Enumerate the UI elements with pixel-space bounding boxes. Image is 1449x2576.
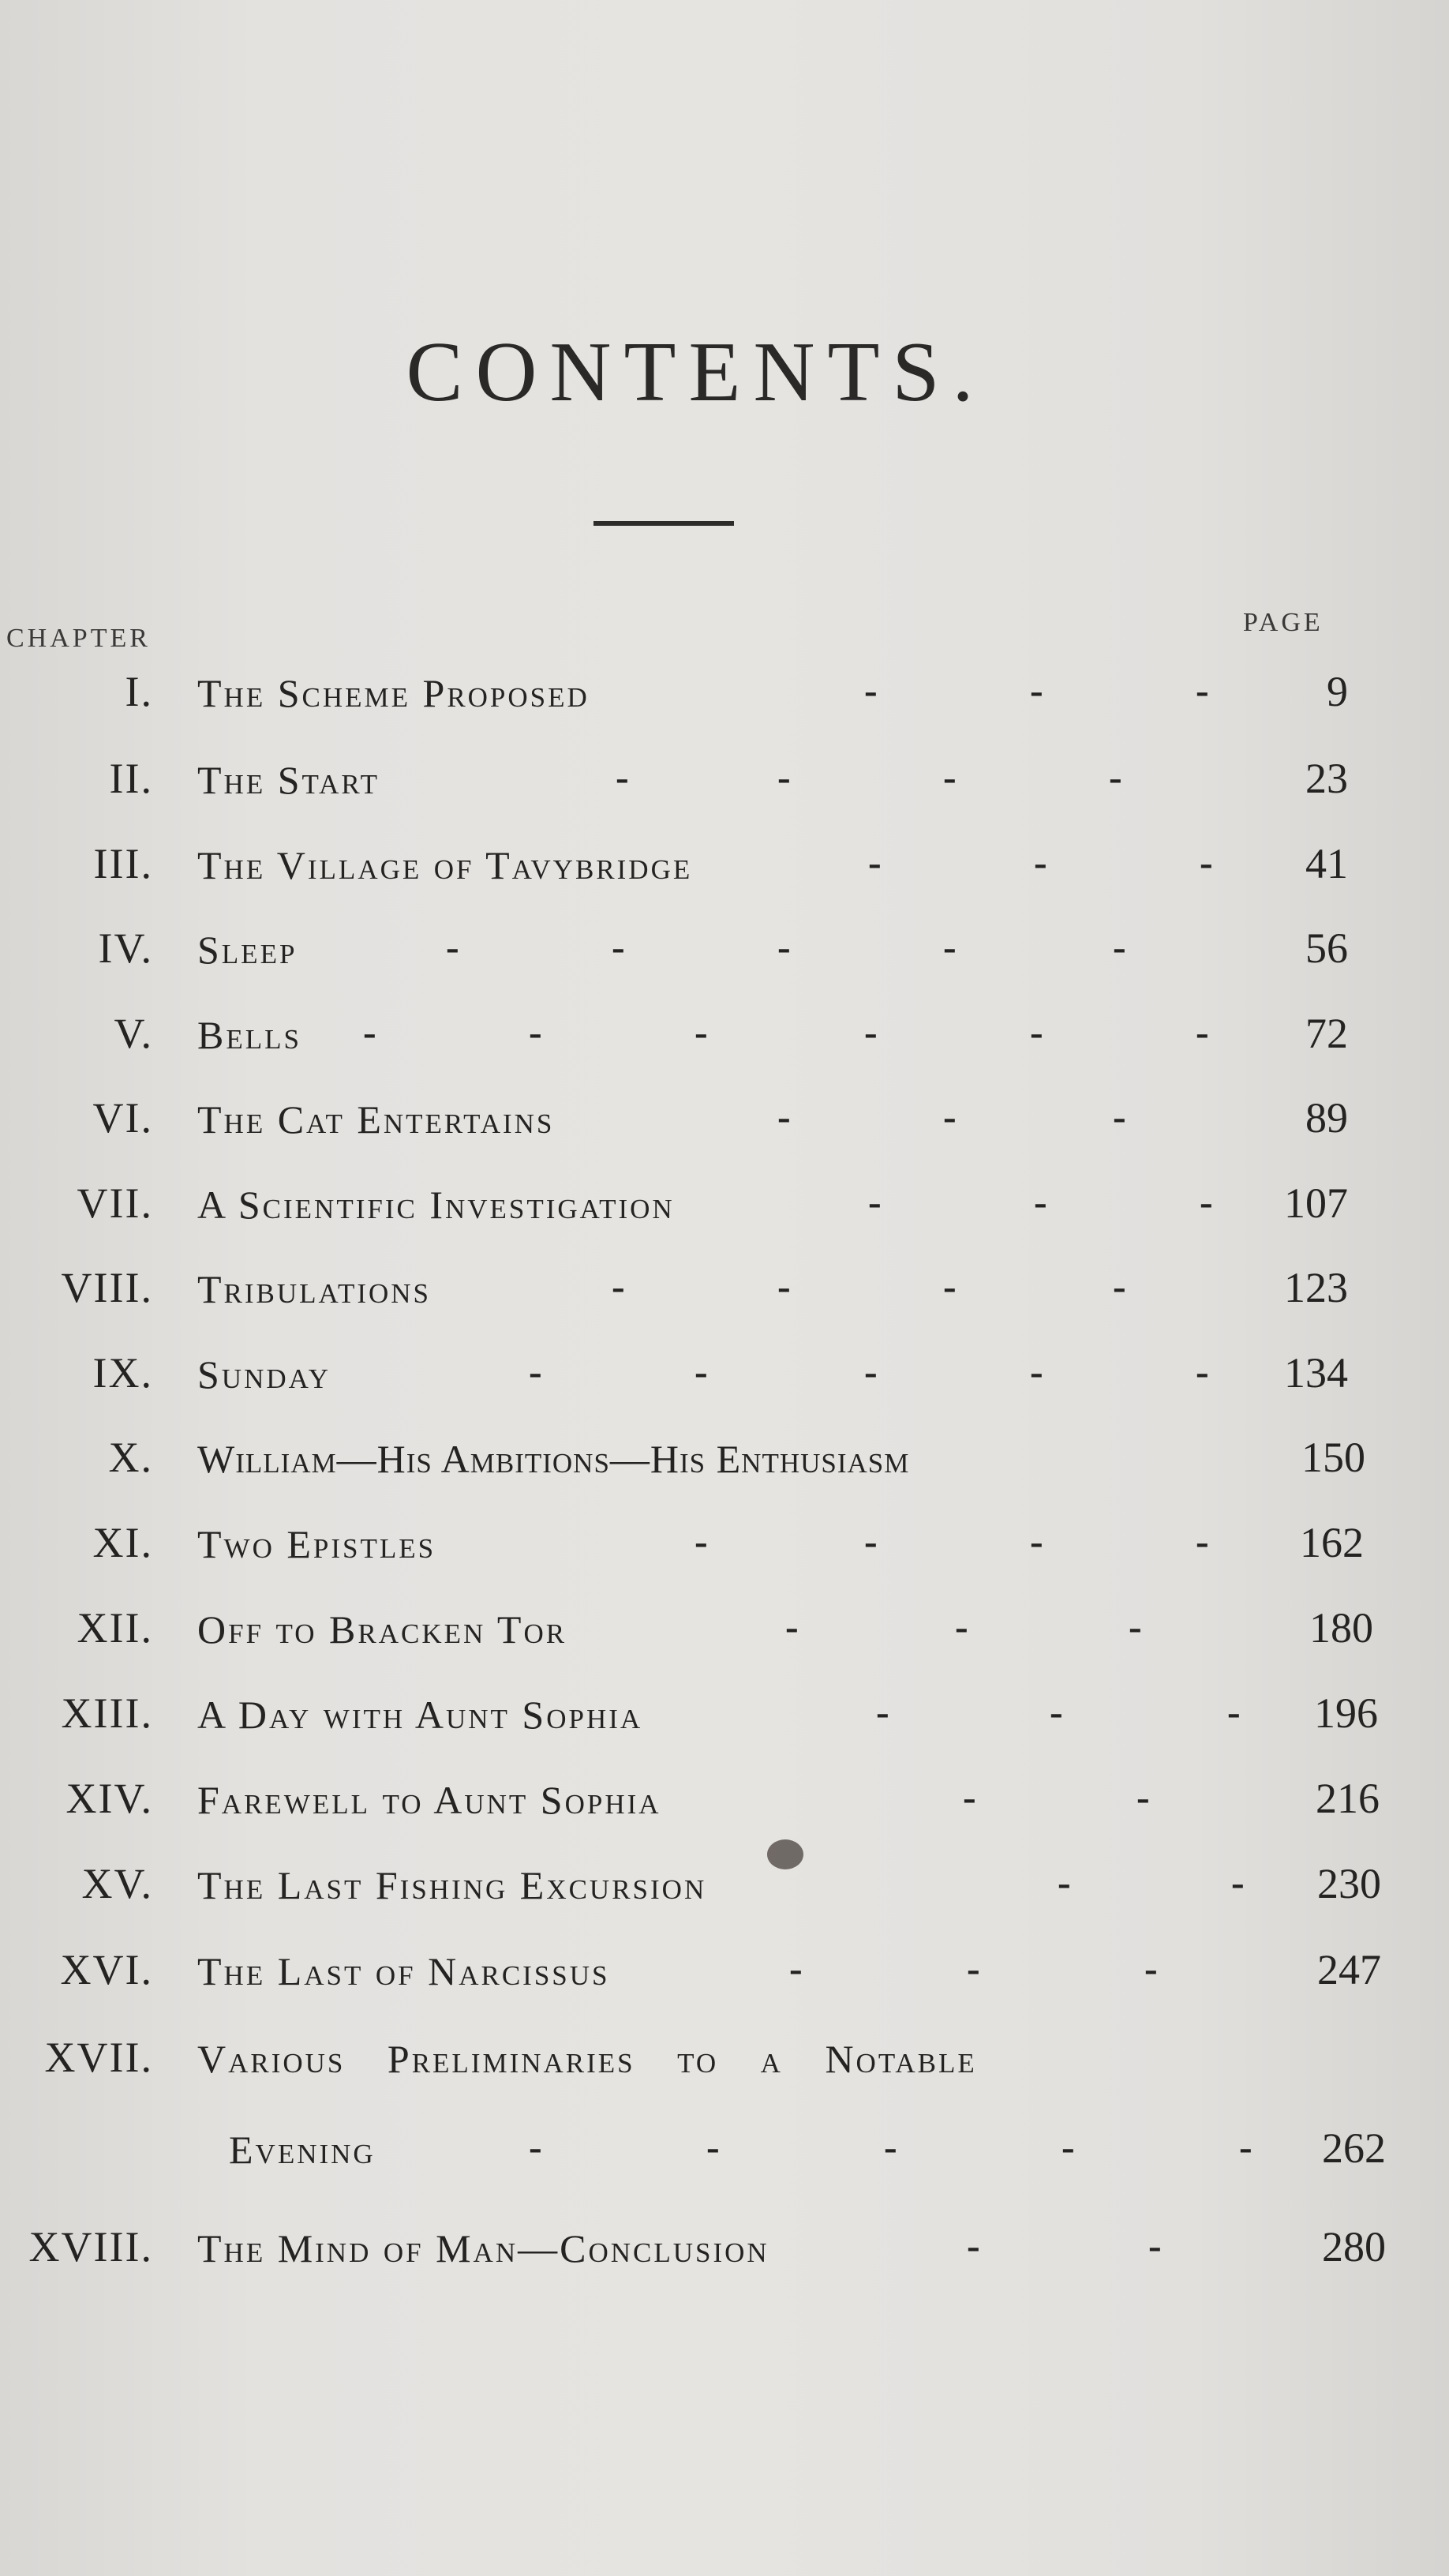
contents-entry	[0, 2033, 1449, 2104]
page-number: 23	[1305, 755, 1348, 802]
dot-leader: - - -	[777, 1094, 1126, 1138]
contents-entry	[0, 1179, 1449, 1250]
dot-leader: - - - -	[695, 1519, 1209, 1563]
dot-leader: - -	[1058, 1860, 1245, 1904]
dot-leader: - - - - -	[529, 2124, 1252, 2169]
chapter-title: Various Preliminaries to a Notable	[197, 2037, 977, 2081]
page-number: 56	[1305, 924, 1348, 972]
chapter-number: IX.	[92, 1349, 153, 1397]
chapter-title: Farewell to Aunt Sophia	[197, 1778, 661, 1822]
page-number: 89	[1305, 1094, 1348, 1142]
chapter-title: The Mind of Man—Conclusion	[197, 2226, 769, 2270]
page-number: 150	[1301, 1434, 1365, 1481]
chapter-number: XIV.	[66, 1775, 153, 1822]
chapter-number: VII.	[77, 1179, 153, 1227]
contents-entry	[0, 1348, 1449, 1419]
chapter-title: Tribulations	[197, 1267, 431, 1311]
chapter-number: XV.	[81, 1860, 153, 1907]
dot-leader: - - - - -	[446, 924, 1126, 969]
dot-leader: - - -	[864, 668, 1209, 712]
chapter-title: The Start	[197, 758, 380, 802]
chapter-title: The Cat Entertains	[197, 1097, 555, 1142]
contents-entry	[0, 754, 1449, 825]
contents-entry	[0, 839, 1449, 910]
chapter-number: VI.	[92, 1094, 153, 1142]
chapter-title: Sunday	[197, 1352, 331, 1397]
dot-leader: - -	[963, 1775, 1150, 1819]
page-title: CONTENTS.	[406, 325, 987, 419]
contents-entry	[0, 1774, 1449, 1845]
page-number: 41	[1305, 840, 1348, 887]
page-number: 123	[1284, 1264, 1348, 1311]
page-column-header: PAGE	[1243, 608, 1324, 637]
chapter-number: XIII.	[61, 1689, 153, 1737]
chapter-number: III.	[93, 840, 153, 887]
contents-entry	[0, 1945, 1449, 2016]
chapter-title: The Village of Tavybridge	[197, 843, 693, 887]
contents-entry	[0, 1093, 1449, 1164]
contents-entry	[0, 2222, 1449, 2293]
contents-entry	[0, 1518, 1449, 1589]
page-number: 9	[1327, 668, 1348, 715]
chapter-title: Bells	[197, 1013, 301, 1057]
chapter-title: A Scientific Investigation	[197, 1183, 675, 1227]
chapter-number: XVI.	[60, 1946, 153, 1993]
chapter-title: William—His Ambitions—His Enthusiasm	[197, 1437, 910, 1481]
dot-leader: - - -	[785, 1604, 1142, 1648]
chapter-number: II.	[109, 755, 153, 802]
contents-entry	[0, 1859, 1449, 1930]
chapter-title-continuation: Evening	[229, 2128, 376, 2172]
dot-leader: - -	[967, 2223, 1162, 2267]
dot-leader: - - - - -	[529, 1349, 1209, 1393]
page-number: 280	[1322, 2223, 1386, 2270]
dot-leader: - - -	[789, 1946, 1158, 1990]
chapter-title: The Last Fishing Excursion	[197, 1863, 707, 1907]
dot-leader: - - -	[868, 840, 1213, 884]
dot-leader: - - - - - -	[363, 1010, 1209, 1054]
page-number: 134	[1284, 1349, 1348, 1397]
chapter-number: VIII.	[61, 1264, 153, 1311]
contents-entry	[0, 1263, 1449, 1334]
chapter-title: The Last of Narcissus	[197, 1949, 610, 1993]
contents-entry	[0, 1009, 1449, 1080]
dot-leader: - - -	[868, 1179, 1213, 1224]
chapter-number: IV.	[98, 924, 153, 972]
page-number: 216	[1316, 1775, 1380, 1822]
chapter-title: The Scheme Proposed	[197, 671, 590, 715]
chapter-number: XI.	[92, 1519, 153, 1566]
page-number: 247	[1317, 1946, 1381, 1993]
contents-entry	[0, 1433, 1449, 1504]
chapter-number: XVIII.	[28, 2223, 153, 2270]
page-number: 72	[1305, 1010, 1348, 1057]
contents-entry	[0, 924, 1449, 995]
page-number: 107	[1284, 1179, 1348, 1227]
chapter-column-header: CHAPTER	[6, 624, 151, 653]
title-rule	[593, 521, 734, 526]
page-number: 262	[1322, 2124, 1386, 2172]
contents-entry	[0, 1689, 1449, 1760]
page-number: 162	[1300, 1519, 1364, 1566]
contents-entry-continuation	[0, 2124, 1449, 2195]
chapter-number: X.	[108, 1434, 153, 1481]
contents-entry	[0, 667, 1449, 738]
chapter-number: I.	[125, 668, 153, 715]
chapter-number: V.	[114, 1010, 153, 1057]
chapter-title: Sleep	[197, 928, 298, 972]
dot-leader: - - - -	[612, 1264, 1126, 1308]
contents-entry	[0, 1603, 1449, 1674]
chapter-title: Off to Bracken Tor	[197, 1607, 567, 1652]
dot-leader: - - -	[876, 1689, 1241, 1734]
chapter-title: A Day with Aunt Sophia	[197, 1693, 643, 1737]
chapter-title: Two Epistles	[197, 1522, 436, 1566]
page-number: 180	[1309, 1604, 1373, 1652]
dot-leader: - - - -	[616, 755, 1122, 799]
page-number: 230	[1317, 1860, 1381, 1907]
chapter-number: XVII.	[44, 2034, 153, 2081]
chapter-number: XII.	[77, 1604, 153, 1652]
page-number: 196	[1314, 1689, 1378, 1737]
